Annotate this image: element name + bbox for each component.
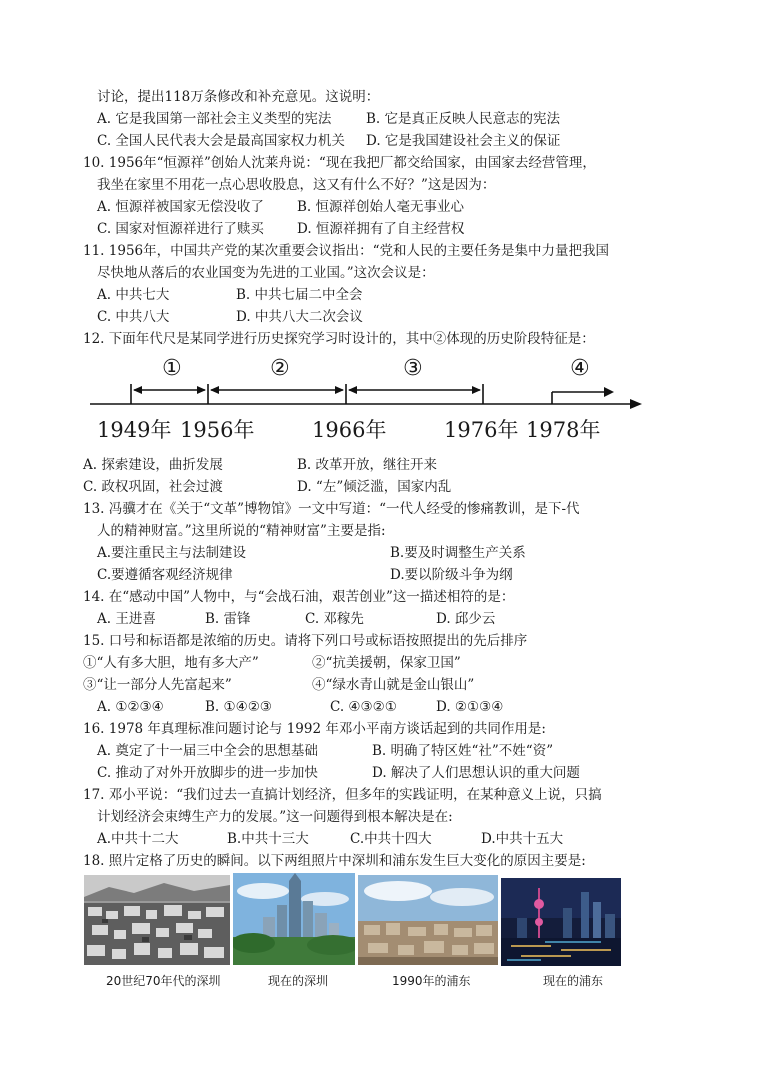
q16-option-c[interactable]: C. 推动了对外开放脚步的进一步加快	[97, 765, 318, 781]
q15-slogan-2: ②“抗美援朝，保家卫国”	[312, 655, 461, 671]
caption-pudong-now: 现在的浦东	[543, 974, 604, 988]
q14-option-d[interactable]: D. 邱少云	[436, 611, 496, 627]
q10-stem-line1: 10. 1956年“恒源祥”创始人沈莱舟说：“现在我把厂都交给国家，由国家去经营管理，	[83, 155, 596, 171]
q15-option-a[interactable]: A. ①②③④	[97, 699, 164, 715]
q12-stem: 12. 下面年代尺是某同学进行历史探究学习时设计的，其中②体现的历史阶段特征是：	[83, 331, 595, 347]
q15-slogan-3: ③“让一部分人先富起来”	[83, 677, 232, 693]
caption-pudong-1990: 1990年的浦东	[392, 974, 471, 988]
timeline-marker-2: ②	[270, 356, 290, 381]
q10-option-a[interactable]: A. 恒源祥被国家无偿没收了	[97, 199, 264, 215]
timeline-marker-1: ①	[162, 356, 182, 381]
q17-option-c[interactable]: C.中共十四大	[350, 831, 432, 847]
q17-option-a[interactable]: A.中共十二大	[97, 831, 179, 847]
q11-option-b[interactable]: B. 中共七届二中全会	[236, 287, 363, 303]
q15-option-d[interactable]: D. ②①③④	[436, 699, 504, 715]
span-4-arrow	[552, 387, 614, 397]
timeline-axis-arrowhead	[630, 399, 642, 409]
q16-option-a[interactable]: A. 奠定了十一届三中全会的思想基础	[97, 743, 318, 759]
q12-option-a[interactable]: A. 探索建设，曲折发展	[83, 457, 223, 473]
q15-slogan-1: ①“人有多大胆，地有多大产”	[83, 655, 259, 671]
q11-option-d[interactable]: D. 中共八大二次会议	[236, 309, 363, 325]
q10-option-d[interactable]: D. 恒源祥拥有了自主经营权	[297, 221, 465, 237]
q9-option-d[interactable]: D. 它是我国建设社会主义的保证	[366, 133, 561, 149]
q12-option-b[interactable]: B. 改革开放，继往开来	[297, 457, 438, 473]
q17-stem-line2: 计划经济会束缚生产力的发展。”这一问题得到根本解决是在:	[97, 809, 453, 825]
photo-shenzhen-1970s	[84, 875, 230, 965]
q17-stem-line1: 17. 邓小平说：“我们过去一直搞计划经济，但多年的实践证明，在某种意义上说，只搞	[83, 787, 602, 803]
timeline-marker-4: ④	[570, 356, 590, 381]
q11-stem-line1: 11. 1956年，中国共产党的某次重要会议指出：“党和人民的主要任务是集中力量把我国	[83, 243, 610, 259]
q17-option-b[interactable]: B.中共十三大	[227, 831, 309, 847]
q9-stem-continuation: 讨论，提出118万条修改和补充意见。这说明：	[97, 89, 380, 105]
q11-option-c[interactable]: C. 中共八大	[97, 309, 170, 325]
q13-stem-line1: 13. 冯骥才在《关于“文革”博物馆》一文中写道：“一代人经受的惨痛教训，是下-代	[83, 501, 580, 517]
q10-stem-line2: 我坐在家里不用花一点心思收股息，这又有什么不好？”这是因为：	[97, 177, 496, 193]
q13-option-a[interactable]: A.要注重民主与法制建设	[97, 545, 247, 561]
span-3-arrow	[348, 386, 481, 394]
photo-shenzhen-now	[233, 873, 355, 965]
q9-option-a[interactable]: A. 它是我国第一部社会主义类型的宪法	[97, 111, 332, 127]
photo-pudong-1990	[358, 875, 498, 965]
timeline-year-1978: 1978年	[526, 418, 601, 442]
q11-option-a[interactable]: A. 中共七大	[97, 287, 170, 303]
q15-slogan-4: ④“绿水青山就是金山银山”	[312, 677, 475, 693]
q17-option-d[interactable]: D.中共十五大	[481, 831, 564, 847]
q9-option-b[interactable]: B. 它是真正反映人民意志的宪法	[366, 111, 561, 127]
photo-pudong-now	[501, 878, 621, 966]
q15-option-c[interactable]: C. ④③②①	[330, 699, 397, 715]
span-1-arrow	[133, 386, 206, 394]
timeline-marker-3: ③	[403, 356, 423, 381]
span-2-arrow	[210, 386, 344, 394]
q14-option-c[interactable]: C. 邓稼先	[305, 611, 364, 627]
q14-option-a[interactable]: A. 王进喜	[97, 611, 156, 627]
q16-option-b[interactable]: B. 明确了特区姓“社”不姓“资”	[372, 743, 554, 759]
q13-option-c[interactable]: C.要遵循客观经济规律	[97, 567, 233, 583]
q12-option-d[interactable]: D. “左”倾泛滥，国家内乱	[297, 479, 452, 495]
q13-stem-line2: 人的精神财富。”这里所说的“精神财富”主要是指:	[97, 523, 386, 539]
caption-shenzhen-now: 现在的深圳	[268, 974, 329, 988]
q13-option-d[interactable]: D.要以阶级斗争为纲	[390, 567, 513, 583]
q15-stem: 15. 口号和标语都是浓缩的历史。请将下列口号或标语按照提出的先后排序	[83, 633, 528, 649]
q10-option-c[interactable]: C. 国家对恒源祥进行了赎买	[97, 221, 264, 237]
q15-option-b[interactable]: B. ①④②③	[205, 699, 272, 715]
q14-stem: 14. 在“感动中国”人物中，与“会战石油，艰苦创业”这一描述相符的是：	[83, 589, 515, 605]
q16-option-d[interactable]: D. 解决了人们思想认识的重大问题	[372, 765, 580, 781]
q18-stem: 18. 照片定格了历史的瞬间。以下两组照片中深圳和浦东发生巨大变化的原因主要是:	[83, 853, 586, 869]
q11-stem-line2: 尽快地从落后的农业国变为先进的工业国。”这次会议是：	[97, 265, 435, 281]
timeline-year-1949: 1949年	[97, 418, 172, 442]
caption-shenzhen-1970s: 20世纪70年代的深圳	[106, 974, 221, 988]
q16-stem: 16. 1978 年真理标准问题讨论与 1992 年邓小平南方谈话起到的共同作用是:	[83, 721, 546, 737]
q9-option-c[interactable]: C. 全国人民代表大会是最高国家权力机关	[97, 133, 345, 149]
q10-option-b[interactable]: B. 恒源祥创始人毫无事业心	[297, 199, 465, 215]
q12-option-c[interactable]: C. 政权巩固，社会过渡	[83, 479, 223, 495]
timeline-year-1976: 1976年	[444, 418, 519, 442]
q13-option-b[interactable]: B.要及时调整生产关系	[390, 545, 526, 561]
timeline-year-1956: 1956年	[180, 418, 255, 442]
q14-option-b[interactable]: B. 雷锋	[205, 611, 251, 627]
timeline-year-1966: 1966年	[312, 418, 387, 442]
